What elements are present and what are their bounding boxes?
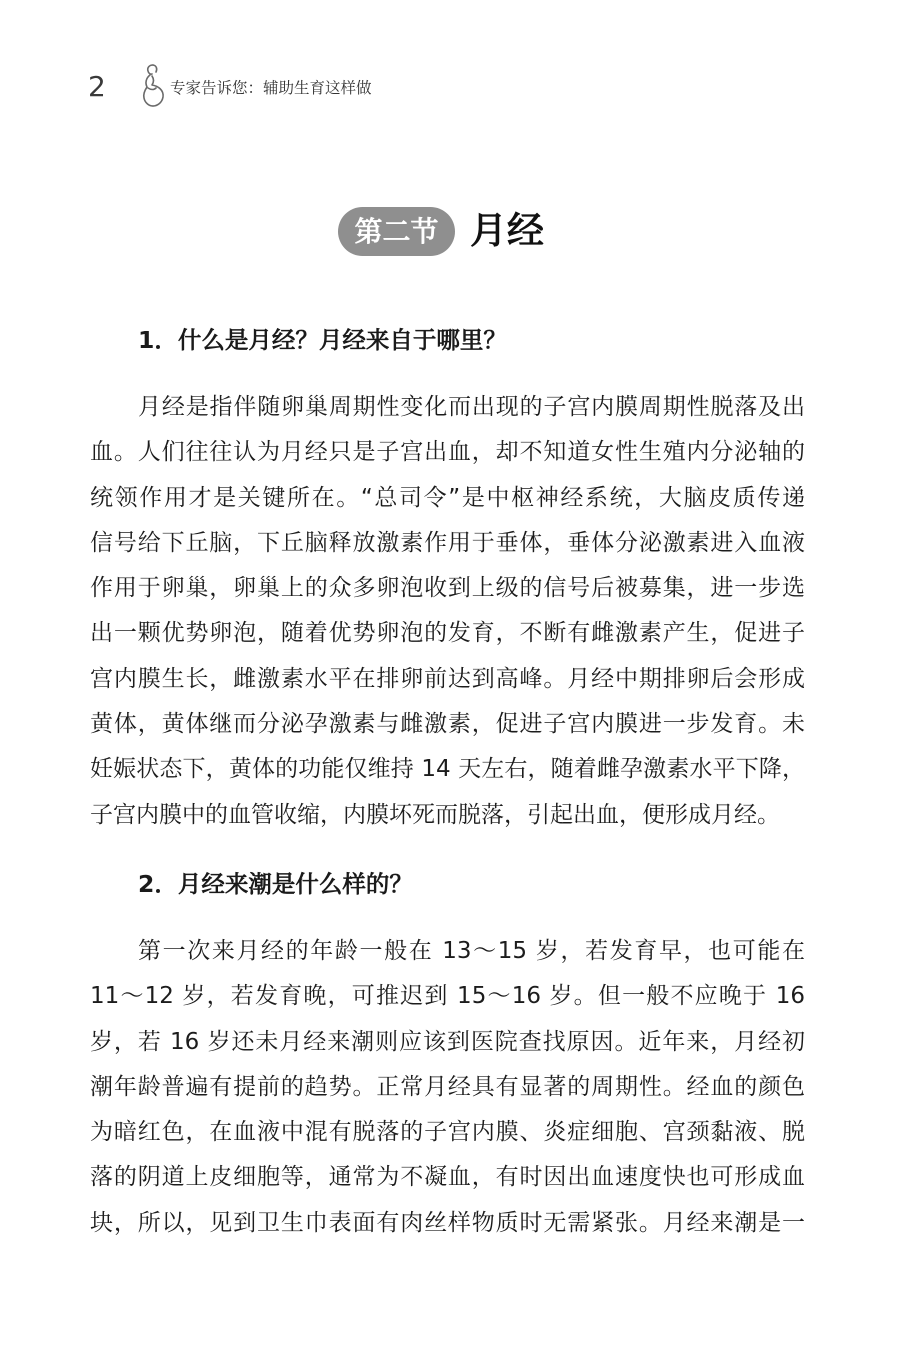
paragraph-line: 宫内膜生长，雌激素水平在排卵前达到高峰。月经中期排卵后会形成 bbox=[90, 665, 805, 692]
section-number-badge: 第二节 bbox=[338, 207, 455, 256]
paragraph-1 bbox=[90, 385, 805, 838]
paragraph-line: 血。人们往往认为月经只是子宫出血，却不知道女性生殖内分泌轴的 bbox=[90, 439, 805, 466]
question-heading-1: 1．什么是月经？月经来自于哪里？ bbox=[138, 326, 507, 354]
paragraph-line: 岁，若 16 岁还未月经来潮则应该到医院查找原因。近年来，月经初 bbox=[90, 1028, 805, 1055]
paragraph-line: 作用于卵巢，卵巢上的众多卵泡收到上级的信号后被募集，进一步选 bbox=[90, 575, 805, 602]
section-title: 月经 bbox=[470, 209, 544, 252]
page-number: 2 bbox=[88, 70, 106, 103]
paragraph-line: 月经是指伴随卵巢周期性变化而出现的子宫内膜周期性脱落及出 bbox=[138, 394, 805, 420]
paragraph-line: 块，所以，见到卫生巾表面有肉丝样物质时无需紧张。月经来潮是一 bbox=[90, 1209, 805, 1236]
book-title: 专家告诉您：辅助生育这样做 bbox=[170, 79, 372, 97]
paragraph-line: 落的阴道上皮细胞等，通常为不凝血，有时因出血速度快也可形成血 bbox=[90, 1164, 805, 1191]
paragraph-line: 统领作用才是关键所在。“总司令”是中枢神经系统，大脑皮质传递 bbox=[90, 484, 805, 511]
paragraph-line: 信号给下丘脑，下丘脑释放激素作用于垂体，垂体分泌激素进入血液 bbox=[90, 529, 805, 556]
paragraph-line: 为暗红色，在血液中混有脱落的子宫内膜、炎症细胞、宫颈黏液、脱 bbox=[90, 1119, 805, 1146]
paragraph-line: 11～12 岁，若发育晚，可推迟到 15～16 岁。但一般不应晚于 16 bbox=[90, 983, 805, 1010]
paragraph-line: 黄体，黄体继而分泌孕激素与雌激素，促进子宫内膜进一步发育。未 bbox=[90, 711, 805, 738]
paragraph-line: 出一颗优势卵泡，随着优势卵泡的发育，不断有雌激素产生，促进子 bbox=[90, 620, 805, 647]
paragraph-line: 潮年龄普遍有提前的趋势。正常月经具有显著的周期性。经血的颜色 bbox=[90, 1073, 805, 1100]
paragraph-line: 妊娠状态下，黄体的功能仅维持 14 天左右，随着雌孕激素水平下降， bbox=[90, 756, 805, 783]
paragraph-2 bbox=[90, 929, 805, 1246]
paragraph-line: 第一次来月经的年龄一般在 13～15 岁，若发育早，也可能在 bbox=[138, 938, 805, 964]
question-heading-2: 2．月经来潮是什么样的？ bbox=[138, 870, 413, 898]
pregnant-woman-icon bbox=[138, 62, 168, 110]
paragraph-line: 子宫内膜中的血管收缩，内膜坏死而脱落，引起出血，便形成月经。 bbox=[90, 801, 780, 828]
